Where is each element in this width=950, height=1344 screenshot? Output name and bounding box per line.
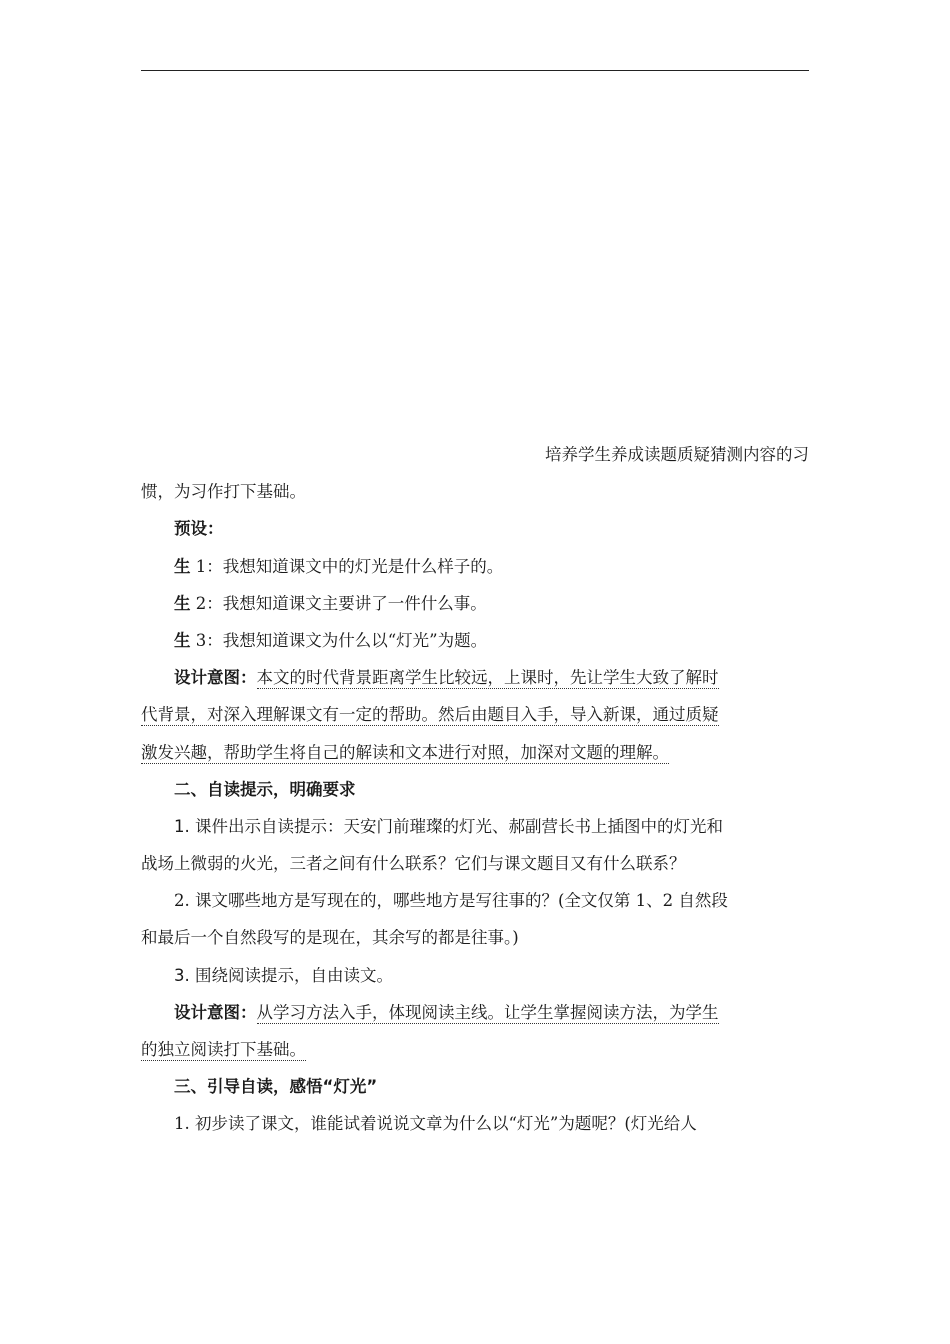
section3-item1-line1: 1. 初步读了课文，谁能试着说说文章为什么以“灯光”为题呢？(灯光给人 [174,1114,697,1134]
design-intent-text: 代背景，对深入理解课文有一定的帮助。然后由题目入手，导入新课，通过质疑 [141,705,719,725]
speaker-label: 生 [174,630,191,650]
section-heading-2: 二、自读提示，明确要求 [174,779,356,799]
preset-text: 3：我想知道课文为什么以“灯光”为题。 [190,630,488,650]
preset-item-1 [141,548,809,585]
design-intent-text: 的独立阅读打下基础。 [141,1040,306,1059]
preset-item-3 [141,622,809,659]
section-heading-3: 三、引导自读，感悟“灯光” [174,1077,378,1097]
design-intent-1-line-1 [141,659,809,696]
section2-item2-line1: 2. 课文哪些地方是写现在的，哪些地方是写往事的？(全文仅第 1、2 自然段 [174,891,728,911]
section2-item2-line2: 和最后一个自然段写的是现在，其余写的都是往事。) [141,928,519,948]
section2-item3: 3. 围绕阅读提示，自由读文。 [174,965,393,985]
design-intent-2-line-1 [141,994,809,1031]
design-intent-2-line-2 [141,1031,809,1068]
design-intent-1-line-3 [141,734,809,771]
design-intent-1-line-2 [141,696,809,733]
intro-line-1: 培养学生养成读题质疑猜测内容的习 [545,445,809,464]
speaker-label: 生 [174,593,191,613]
design-intent-text: 本文的时代背景距离学生比较远，上课时，先让学生大致了解时 [256,668,719,688]
document-body [141,436,809,1143]
design-intent-text: 激发兴趣，帮助学生将自己的解读和文本进行对照，加深对文题的理解。 [141,742,669,762]
header-rule [141,70,809,71]
preset-label: 预设： [174,519,224,539]
speaker-label: 生 [174,556,191,576]
section2-item1-line1: 1. 课件出示自读提示：天安门前璀璨的灯光、郝副营长书上插图中的灯光和 [174,816,723,836]
design-intent-label: 设计意图： [174,668,257,688]
design-intent-label: 设计意图： [174,1002,257,1022]
preset-text: 1：我想知道课文中的灯光是什么样子的。 [190,556,504,576]
intro-line-2: 惯，为习作打下基础。 [141,482,306,502]
design-intent-text: 从学习方法入手，体现阅读主线。让学生掌握阅读方法，为学生 [256,1002,719,1022]
preset-text: 2：我想知道课文主要讲了一件什么事。 [190,593,487,613]
section2-item1-line2: 战场上微弱的火光，三者之间有什么联系？它们与课文题目又有什么联系？ [141,854,686,874]
preset-item-2 [141,585,809,622]
